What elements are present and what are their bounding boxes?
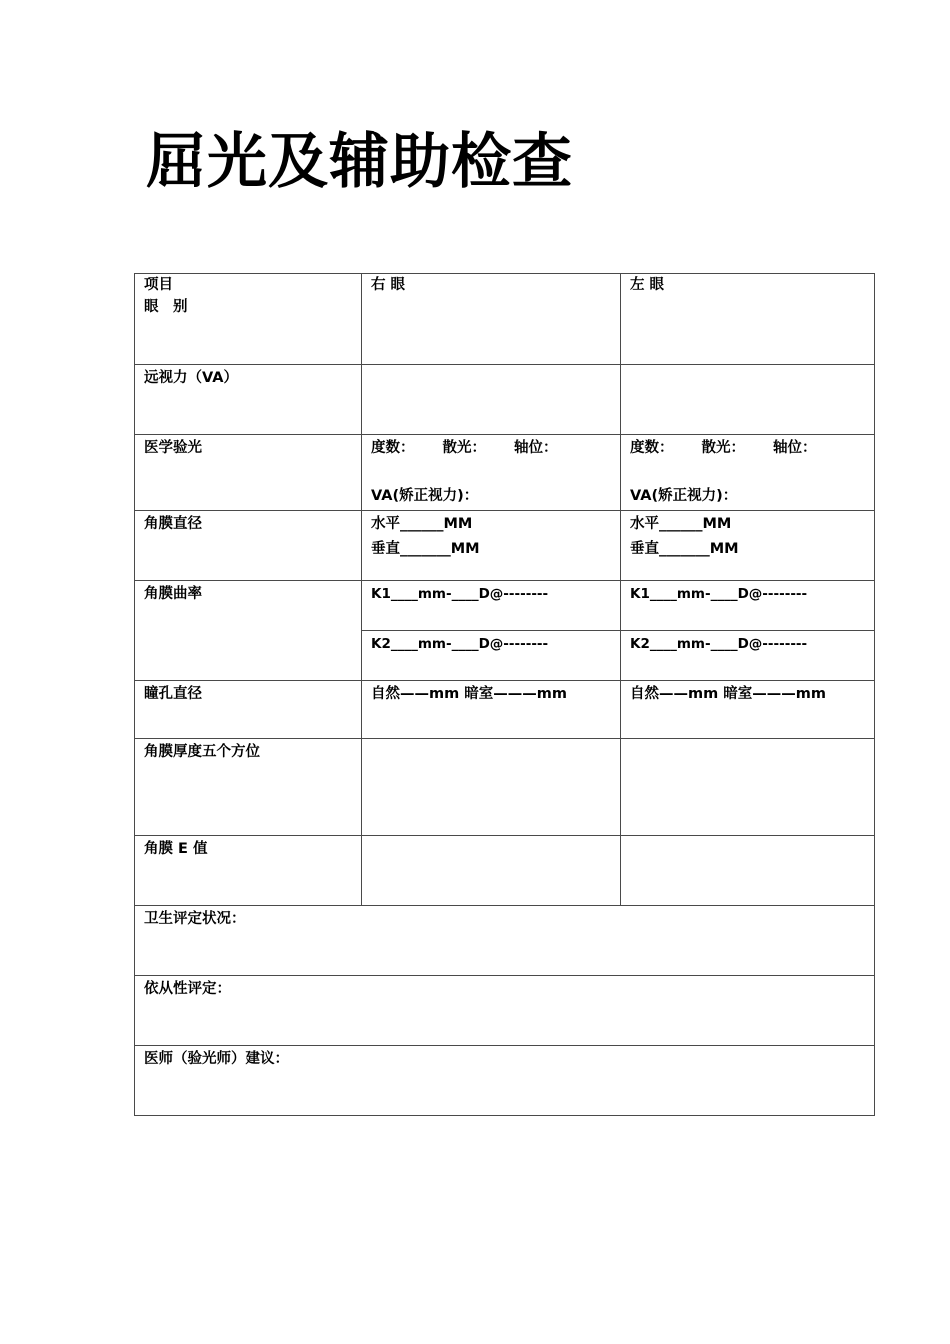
curvature-right-k2-field[interactable] xyxy=(362,631,621,681)
row-hygiene xyxy=(135,906,875,976)
cornea-e-label: 角膜 E 值 xyxy=(144,841,208,857)
refraction-left-axis: 轴位： xyxy=(773,440,817,456)
pupil-left-value: 自然——mm 暗室———mm xyxy=(630,686,826,702)
cornea-diameter-label: 角膜直径 xyxy=(144,516,202,532)
row-cornea-curvature-k1 xyxy=(135,581,875,631)
exam-table xyxy=(134,273,875,1116)
row-cornea-e xyxy=(135,836,875,906)
curvature-left-k1-field[interactable] xyxy=(621,581,875,631)
refraction-left-field[interactable] xyxy=(621,435,875,511)
curvature-right-k1: K1____mm-____D@-------- xyxy=(371,586,549,602)
row-compliance xyxy=(135,976,875,1046)
header-left-eye: 左 眼 xyxy=(621,274,875,365)
refraction-right-degree: 度数： xyxy=(371,440,415,456)
distance-va-right-field[interactable] xyxy=(362,365,621,435)
refraction-left-degree: 度数： xyxy=(630,440,674,456)
row-refraction xyxy=(135,435,875,511)
refraction-right-field[interactable] xyxy=(362,435,621,511)
cornea-diameter-right-horizontal: 水平______MM xyxy=(371,516,473,532)
advice-label: 医师（验光师）建议： xyxy=(144,1051,289,1067)
row-pupil-diameter xyxy=(135,681,875,739)
refraction-right-astig: 散光： xyxy=(442,440,486,456)
hygiene-field[interactable] xyxy=(135,906,875,976)
cornea-diameter-right-vertical: 垂直_______MM xyxy=(371,541,480,557)
cornea-diameter-left-field[interactable] xyxy=(621,511,875,581)
compliance-label: 依从性评定： xyxy=(144,981,231,997)
pupil-right-field[interactable] xyxy=(362,681,621,739)
pupil-left-field[interactable] xyxy=(621,681,875,739)
table-header-row xyxy=(135,274,875,365)
distance-va-left-field[interactable] xyxy=(621,365,875,435)
cornea-e-left-field[interactable] xyxy=(621,836,875,906)
cornea-e-right-field[interactable] xyxy=(362,836,621,906)
compliance-field[interactable] xyxy=(135,976,875,1046)
hygiene-label: 卫生评定状况： xyxy=(144,911,246,927)
header-item-label: 项目 xyxy=(144,277,173,293)
header-item-cell xyxy=(135,274,362,365)
cornea-diameter-left-horizontal: 水平______MM xyxy=(630,516,732,532)
row-advice xyxy=(135,1046,875,1116)
cornea-thickness-left-field[interactable] xyxy=(621,739,875,836)
refraction-right-va: VA(矫正视力)： xyxy=(371,488,479,504)
cornea-diameter-right-field[interactable] xyxy=(362,511,621,581)
advice-field[interactable] xyxy=(135,1046,875,1116)
curvature-right-k2: K2____mm-____D@-------- xyxy=(371,636,549,652)
header-eye-label: 眼 别 xyxy=(144,299,188,315)
curvature-left-k2: K2____mm-____D@-------- xyxy=(630,636,808,652)
pupil-diameter-label: 瞳孔直径 xyxy=(144,686,202,702)
cornea-thickness-label: 角膜厚度五个方位 xyxy=(144,744,260,760)
refraction-label: 医学验光 xyxy=(144,440,202,456)
header-right-eye: 右 眼 xyxy=(362,274,621,365)
curvature-right-k1-field[interactable] xyxy=(362,581,621,631)
row-cornea-thickness xyxy=(135,739,875,836)
row-distance-va xyxy=(135,365,875,435)
pupil-right-value: 自然——mm 暗室———mm xyxy=(371,686,567,702)
cornea-thickness-right-field[interactable] xyxy=(362,739,621,836)
row-cornea-diameter xyxy=(135,511,875,581)
cornea-curvature-label: 角膜曲率 xyxy=(144,586,202,602)
curvature-left-k1: K1____mm-____D@-------- xyxy=(630,586,808,602)
distance-va-label: 远视力（VA） xyxy=(144,370,238,386)
refraction-left-astig: 散光： xyxy=(701,440,745,456)
cornea-diameter-left-vertical: 垂直_______MM xyxy=(630,541,739,557)
page-title: 屈光及辅助检查 xyxy=(146,127,573,197)
curvature-left-k2-field[interactable] xyxy=(621,631,875,681)
refraction-right-axis: 轴位： xyxy=(514,440,558,456)
refraction-left-va: VA(矫正视力)： xyxy=(630,488,738,504)
